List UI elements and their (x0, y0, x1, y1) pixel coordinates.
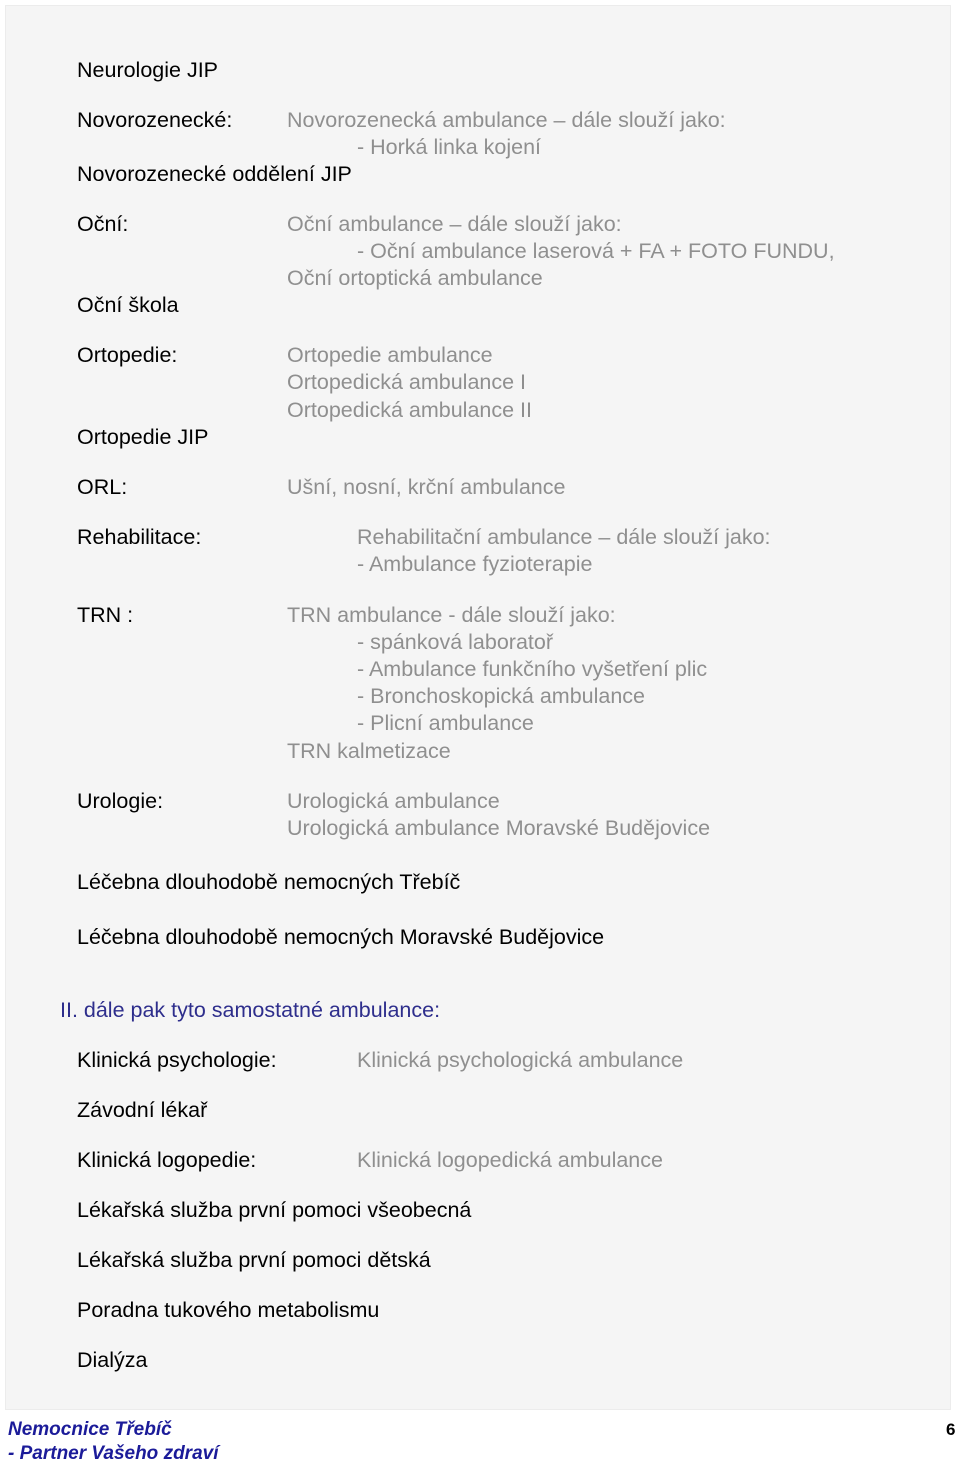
entry-novorozenecke-label: Novorozenecké: (77, 108, 233, 132)
entry-trn-kalmetizace: TRN kalmetizace (287, 739, 451, 763)
entry-novorozenecke-oddeleni-jip: Novorozenecké oddělení JIP (77, 162, 352, 186)
entry-ocni-label: Oční: (77, 212, 129, 236)
entry-ambulance-funkcniho-vysetreni: - Ambulance funkčního vyšetření plic (357, 657, 708, 681)
entry-zavodni-lekar: Závodní lékař (77, 1098, 208, 1122)
entry-lecebna-trebic: Léčebna dlouhodobě nemocných Třebíč (77, 870, 461, 894)
entry-spankova-laborator: - spánková laboratoř (357, 630, 553, 654)
entry-ortopedicka-ambulance-1: Ortopedická ambulance I (287, 370, 527, 394)
entry-urologicka-ambulance-mb: Urologická ambulance Moravské Budějovice (287, 816, 711, 840)
entry-ortopedicka-ambulance-2: Ortopedická ambulance II (287, 398, 532, 422)
entry-klinicka-psychologie-label: Klinická psychologie: (77, 1048, 277, 1072)
entry-dialyza: Dialýza (77, 1348, 148, 1372)
entry-rehabilitace-label: Rehabilitace: (77, 525, 202, 549)
page-number: 6 (946, 1420, 956, 1439)
entry-ocni-ambulance-laserova: - Oční ambulance laserová + FA + FOTO FUNDU, (357, 239, 835, 263)
entry-klinicka-psychologicka-ambulance: Klinická psychologická ambulance (357, 1048, 684, 1072)
entry-usni-nosni-krcni-ambulance: Ušní, nosní, krční ambulance (287, 475, 566, 499)
entry-ortopedie-jip: Ortopedie JIP (77, 425, 209, 449)
footer-brand-name: Nemocnice Třebíč (8, 1419, 172, 1440)
entry-urologicka-ambulance: Urologická ambulance (287, 789, 500, 813)
entry-poradna-tukoveho-metabolismu: Poradna tukového metabolismu (77, 1298, 380, 1322)
entry-trn-label: TRN : (77, 603, 134, 627)
entry-ortopedie-label: Ortopedie: (77, 343, 178, 367)
entry-bronchoskopicka-ambulance: - Bronchoskopická ambulance (357, 684, 646, 708)
entry-ortopedie-ambulance: Ortopedie ambulance (287, 343, 493, 367)
entry-ocni-skola: Oční škola (77, 293, 179, 317)
section-heading-samostatne-ambulance: II. dále pak tyto samostatné ambulance: (60, 998, 441, 1022)
entry-ambulance-fyzioterapie: - Ambulance fyzioterapie (357, 552, 593, 576)
entry-neurologie-jip: Neurologie JIP (77, 58, 219, 82)
entry-klinicka-logopedicka-ambulance: Klinická logopedická ambulance (357, 1148, 663, 1172)
entry-ocni-ambulance: Oční ambulance – dále slouží jako: (287, 212, 622, 236)
entry-trn-ambulance: TRN ambulance - dále slouží jako: (287, 603, 616, 627)
footer-brand-slogan: - Partner Vašeho zdraví (8, 1443, 219, 1464)
entry-ocni-ortopticka-ambulance: Oční ortoptická ambulance (287, 266, 543, 290)
entry-orl-label: ORL: (77, 475, 128, 499)
entry-urologie-label: Urologie: (77, 789, 164, 813)
entry-horka-linka-kojeni: - Horká linka kojení (357, 135, 542, 159)
entry-lecebna-mb: Léčebna dlouhodobě nemocných Moravské Budějovice (77, 925, 605, 949)
entry-lsp-vseobecna: Lékařská služba první pomoci všeobecná (77, 1198, 472, 1222)
footer-brand (8, 1418, 218, 1466)
entry-plicni-ambulance: - Plicní ambulance (357, 711, 534, 735)
entry-klinicka-logopedie-label: Klinická logopedie: (77, 1148, 257, 1172)
entry-rehabilitacni-ambulance: Rehabilitační ambulance – dále slouží jako: (357, 525, 771, 549)
entry-novorozenecka-ambulance: Novorozenecká ambulance – dále slouží jako: (287, 108, 726, 132)
entry-lsp-detska: Lékařská služba první pomoci dětská (77, 1248, 431, 1272)
